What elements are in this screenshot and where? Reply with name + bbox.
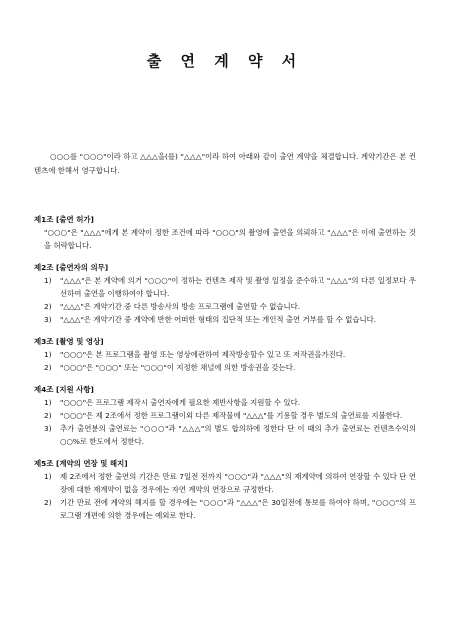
item-number: 3) (44, 315, 52, 324)
item-text: "○○○"은 "○○○" 또는 "○○○"이 지정한 채널에 의한 방송권을 갖는다. (60, 363, 296, 372)
article-heading: 제4조 [지원 사항] (34, 385, 94, 394)
item-text: 추가 출연분의 출연료는 "○○○"과 "△△△"의 별도 합의하에 정한다 단 이 때의 추가 출연료는 컨텐츠수익의 ○○%로 한도에서 정한다. (60, 424, 416, 446)
item-text: "○○○"은 제 2조에서 정한 프로그램이외 다른 제작물에 "△△△"를 기용할 경우 별도의 출연료를 지불한다. (60, 411, 403, 420)
article-heading: 제2조 [출연자의 의무] (34, 263, 109, 272)
article-items (34, 470, 416, 522)
article-1 (34, 213, 416, 252)
article-heading: 제1조 [출연 허가] (34, 215, 94, 224)
article-item (44, 313, 416, 326)
item-number: 1) (44, 398, 52, 407)
article-item (44, 300, 416, 313)
article-items (34, 274, 416, 326)
article-item (44, 409, 416, 422)
article-item (44, 470, 416, 496)
article-item (44, 361, 416, 374)
article-heading: 제3조 [촬영 및 영상] (34, 337, 104, 346)
article-5 (34, 457, 416, 522)
article-item (44, 496, 416, 522)
item-number: 1) (44, 350, 52, 359)
article-3 (34, 335, 416, 374)
item-text: "○○○"은 본 프로그램을 촬영 또는 영상에관하여 제작방송할수 있고 또 저작권을가진다. (60, 350, 346, 359)
article-items (34, 348, 416, 374)
item-number: 2) (44, 411, 52, 420)
item-number: 2) (44, 302, 52, 311)
item-text: "△△△"은 계약기간 중 계약에 반한 어떠한 형태의 집단적 또는 개인적 출연 거부를 할 수 없습니다. (60, 315, 377, 324)
article-items (34, 396, 416, 448)
document-title: 출 연 계 약 서 (146, 52, 304, 70)
item-text: "△△△"은 계약기간 중 다른 방송사의 방송 프로그램에 출연할 수 없습니다. (60, 302, 301, 311)
item-text: "△△△"은 본 계약에 의거 "○○○"이 정하는 컨텐츠 제작 및 촬영 일정을 준수하고 "△△△"의 다른 일정보다 우선하여 출연을 이행하여야 합니다. (60, 276, 416, 298)
item-text: 기간 만료 전에 계약의 해지를 할 경우에는 "○○○"과 "△△△"은 30일전에 통보를 하여야 하며, "○○○"의 프로그램 개편에 의한 경우에는 예외로 한다. (60, 498, 416, 520)
item-text: 제 2조에서 정한 출연의 기간은 만료 7일전 전까지 "○○○"과 "△△△"의 재계약에 의하여 연장할 수 있다 단 연장에 대한 재계약이 없을 경우에는 자연 계약의 연장으로 규정한다. (60, 472, 416, 494)
intro-paragraph: ○○○를 "○○○"이라 하고 △△△을(를) "△△△"이라 하여 아래와 같이 출연 계약을 체결합니다. 계약기간은 본 컨텐츠에 한해서 영구합니다. (34, 152, 416, 175)
item-number: 1) (44, 472, 52, 481)
item-number: 1) (44, 276, 52, 285)
item-number: 3) (44, 424, 52, 433)
item-text: "○○○"은 프로그램 제작시 출연자에게 필요한 제반사항을 지원할 수 있다. (60, 398, 301, 407)
item-number: 2) (44, 363, 52, 372)
article-item (44, 348, 416, 361)
article-2 (34, 261, 416, 326)
item-number: 2) (44, 498, 52, 507)
article-body: "○○○"은 "△△△"에게 본 계약이 정한 조건에 따라 "○○○"의 촬영에 출연을 의뢰하고 "△△△"은 이에 출연하는 것을 허락합니다. (44, 228, 416, 250)
article-item (44, 274, 416, 300)
article-heading: 제5조 [계약의 연장 및 해지] (34, 459, 128, 468)
article-4 (34, 383, 416, 448)
article-item (44, 396, 416, 409)
article-item (44, 422, 416, 448)
contract-sections (34, 213, 416, 531)
